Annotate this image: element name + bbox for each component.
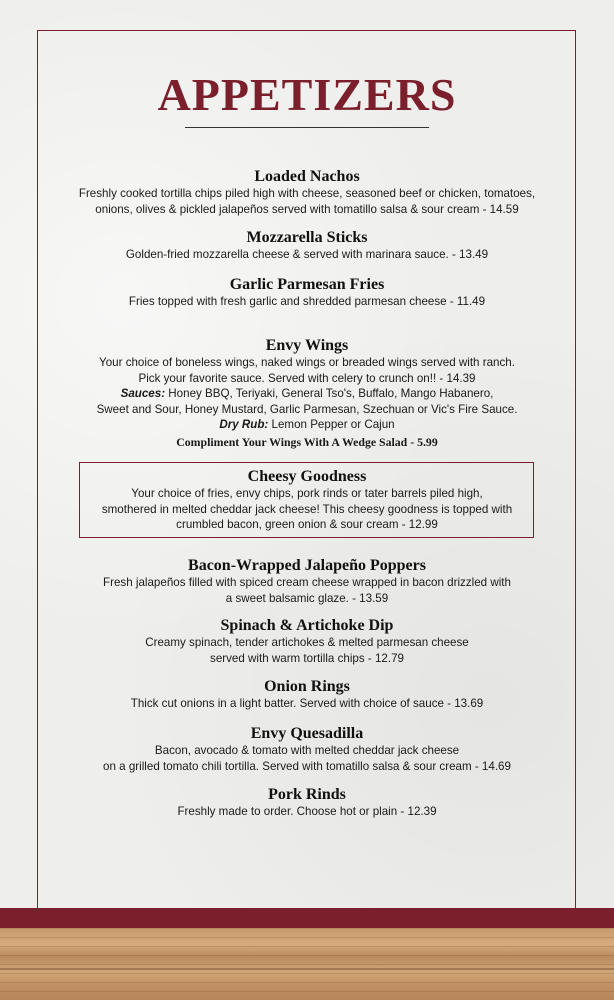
item-description-line: on a grilled tomato chili tortilla. Served with tomatillo salsa & sour cream - 14.69 (103, 759, 511, 773)
menu-item-onion-rings (40, 677, 574, 712)
wedge-salad-note: Compliment Your Wings With A Wedge Salad - 5.99 (176, 434, 438, 449)
item-description-line: smothered in melted cheddar jack cheese! This cheesy goodness is topped with (101, 502, 513, 516)
item-description-line: Your choice of fries, envy chips, pork rinds or tater barrels piled high, (131, 487, 483, 500)
item-description-line: Fresh jalapeños filled with spiced cream cheese wrapped in bacon drizzled with (103, 576, 511, 589)
menu-item-loaded-nachos (40, 167, 574, 217)
sauces-line (40, 386, 574, 402)
menu-item-jalapeno-poppers (40, 556, 574, 606)
item-description-line: Fries topped with fresh garlic and shredded parmesan cheese - 11.49 (128, 295, 486, 308)
item-description-line: Pick your favorite sauce. Served with celery to crunch on!! - 14.39 (138, 371, 476, 385)
item-name: Onion Rings (264, 678, 350, 695)
item-name: Garlic Parmesan Fries (229, 276, 385, 293)
sauces-label: Sauces: (120, 387, 166, 400)
item-description-line: Freshly made to order. Choose hot or plain - 12.39 (177, 805, 437, 818)
item-name: Mozzarella Sticks (246, 229, 368, 246)
item-name: Cheesy Goodness (247, 468, 367, 485)
menu-item-spinach-artichoke-dip (40, 616, 574, 666)
item-description-line: crumbled bacon, green onion & sour cream - 12.99 (176, 518, 438, 531)
title-divider (185, 127, 429, 128)
item-description-line: Thick cut onions in a light batter. Served with choice of sauce - 13.69 (130, 697, 484, 710)
item-name: Envy Quesadilla (250, 725, 364, 742)
page-title: APPETIZERS (157, 69, 457, 120)
menu-item-garlic-parmesan-fries (40, 275, 574, 310)
menu-item-mozzarella-sticks (40, 228, 574, 263)
menu-item-envy-wings (40, 336, 574, 450)
menu-item-envy-quesadilla (40, 724, 574, 774)
menu-item-cheesy-goodness (40, 467, 574, 533)
item-name: Pork Rinds (268, 786, 346, 803)
item-name: Envy Wings (265, 337, 349, 354)
item-description-line: Golden-fried mozzarella cheese & served with marinara sauce. - 13.49 (125, 248, 489, 261)
dry-rub-options: Lemon Pepper or Cajun (271, 418, 395, 431)
item-description-line: Freshly cooked tortilla chips piled high with cheese, seasoned beef or chicken, tomatoes, (78, 187, 536, 200)
sauces-list: Honey BBQ, Teriyaki, General Tso's, Buffalo, Mango Habanero, (168, 387, 494, 400)
item-description-line: Creamy spinach, tender artichokes & melted parmesan cheese (145, 636, 469, 649)
item-description-line: served with warm tortilla chips - 12.79 (210, 651, 404, 665)
item-name: Spinach & Artichoke Dip (220, 617, 394, 634)
item-name: Loaded Nachos (254, 168, 360, 185)
dry-rub-line (40, 417, 574, 433)
item-description-line: Bacon, avocado & tomato with melted cheddar jack cheese (154, 744, 460, 757)
item-description-line: onions, olives & pickled jalapeños served with tomatillo salsa & sour cream - 14.59 (95, 202, 519, 216)
item-description-line: a sweet balsamic glaze. - 13.59 (225, 591, 389, 605)
menu-item-pork-rinds (40, 785, 574, 820)
item-name: Bacon-Wrapped Jalapeño Poppers (188, 557, 426, 574)
footer-band (0, 908, 614, 928)
sauces-line-2: Sweet and Sour, Honey Mustard, Garlic Parmesan, Szechuan or Vic's Fire Sauce. (96, 402, 518, 416)
item-description-line: Your choice of boneless wings, naked wings or breaded wings served with ranch. (99, 356, 515, 369)
wood-texture-footer (0, 928, 614, 1000)
dry-rub-label: Dry Rub: (219, 418, 269, 431)
